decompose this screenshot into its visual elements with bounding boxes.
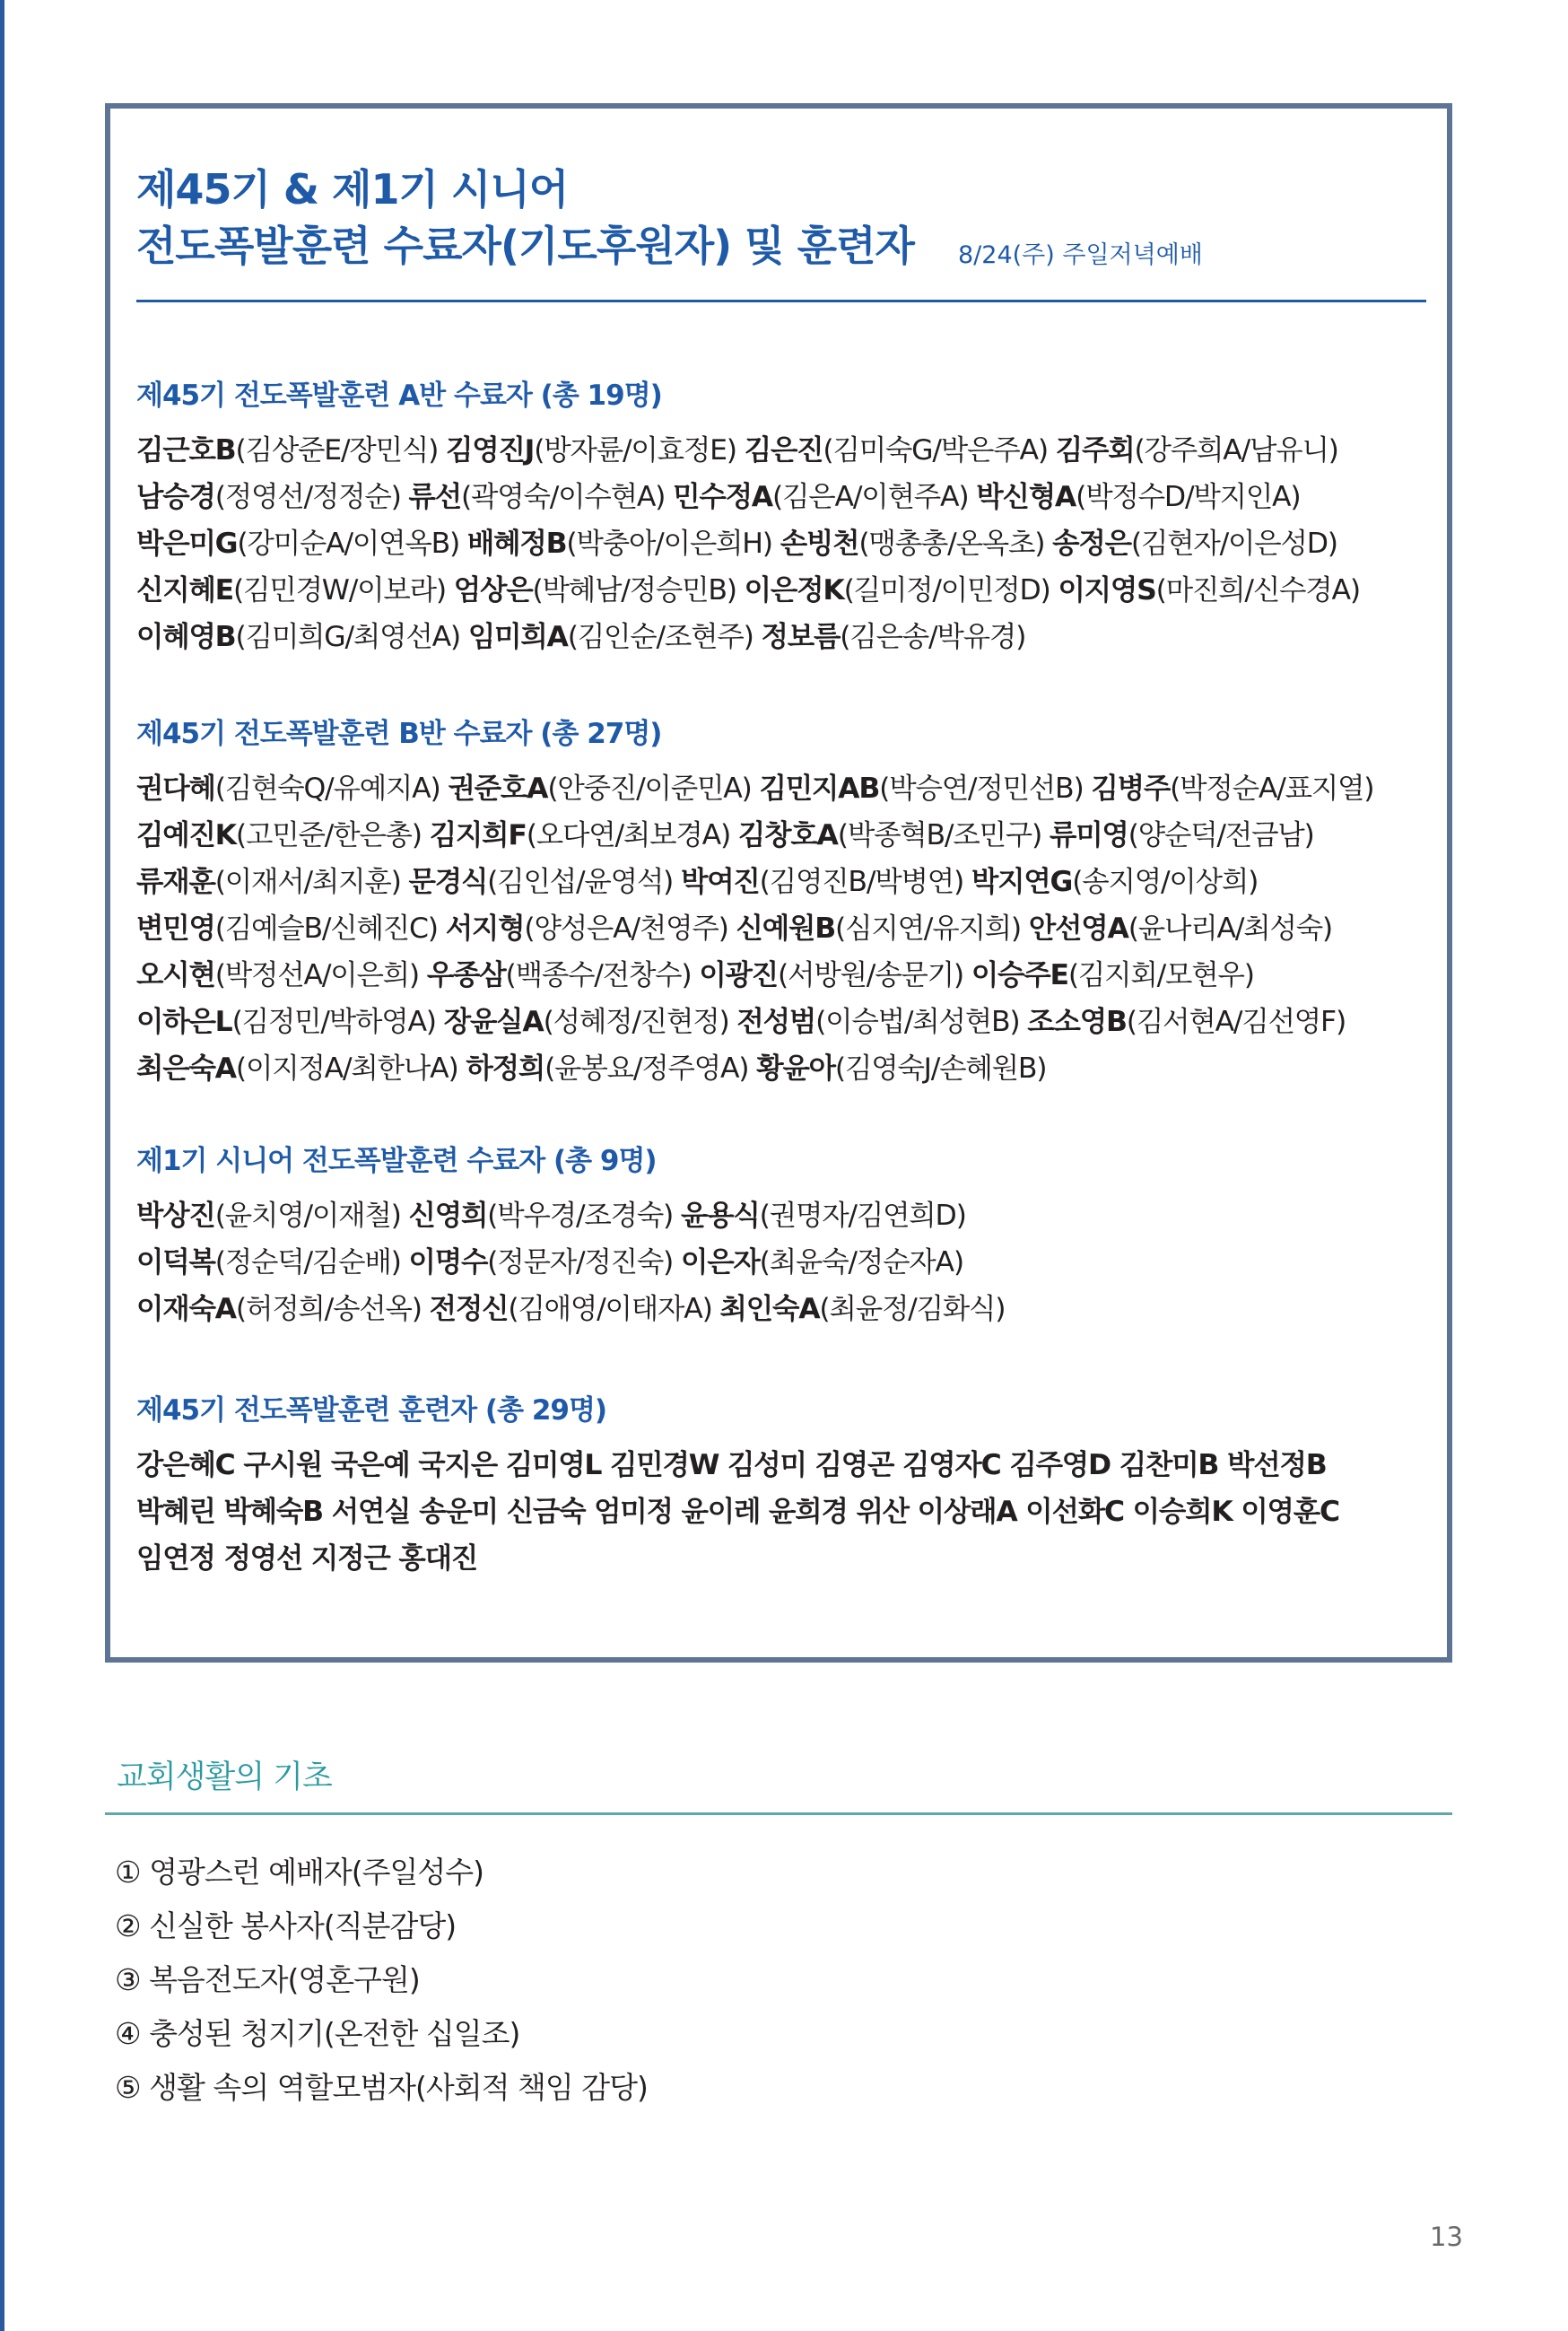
name-row [136,1489,1437,1535]
name-row [136,427,1437,474]
trainee-name: 이지영S [1058,574,1156,607]
supporter-names: (김인섭/윤영석) [487,866,674,898]
name-row [136,905,1437,952]
church-life-item: ④ 충성된 청지기(온전한 십일조) [115,2016,520,2051]
section-trainers-names [136,1442,1437,1582]
supporter-names: (박혜남/정승민B) [532,574,736,607]
supporter-names: (이재서/최지훈) [214,866,401,898]
trainee-name: 오시현 [136,959,215,991]
trainee-name: 권다혜 [136,773,215,805]
trainee-name: 남승경 [136,481,215,513]
trainer-names: 강은혜C 구시원 국은예 국지은 김미영L 김민경W 김성미 김영곤 김영자C 김주영D 김찬미B 박선정B [136,1449,1327,1481]
supporter-names: (박정선A/이은희) [214,959,420,991]
trainee-name: 이은정K [744,574,844,607]
trainee-name: 송정은 [1052,528,1131,560]
roster-title-line2: 전도폭발훈련 수료자(기도후원자) 및 훈련자 [136,222,914,270]
supporter-names: (서방원/송문기) [778,959,963,991]
trainee-name: 서지형 [445,912,525,945]
supporter-names: (맹총총/온옥초) [858,528,1045,560]
name-row [136,567,1437,614]
supporter-names: (김예슬B/신혜진C) [214,912,438,945]
trainee-name: 신지혜E [136,574,234,607]
section-b-names [136,765,1437,1092]
supporter-names: (박종혁B/조민구) [837,819,1042,851]
roster-title-line1: 제45기 & 제1기 시니어 [136,165,569,214]
supporter-names: (심지연/유지희) [835,912,1021,945]
trainee-name: 안선영A [1028,912,1128,945]
name-row [136,474,1437,520]
trainee-name: 김주회 [1055,434,1135,467]
roster-title [136,162,914,275]
name-row [136,952,1437,999]
supporter-names: (김서현A/김선영F) [1126,1006,1346,1038]
church-life-item: ② 신실한 봉사자(직분감당) [115,1908,457,1943]
supporter-names: (오다연/최보경A) [526,819,731,851]
trainee-name: 이명수 [408,1246,488,1279]
trainee-name: 박지연G [971,866,1073,898]
trainer-names: 박혜린 박혜숙B 서연실 송운미 신금숙 엄미정 윤이레 윤희경 위산 이상래A 이선화C 이승희K 이영훈C [136,1496,1339,1528]
page-number: 13 [1430,2222,1463,2252]
trainee-name: 이광진 [699,959,779,991]
trainee-name: 이은자 [680,1246,760,1279]
supporter-names: (김현숙Q/유예지A) [214,773,440,805]
supporter-names: (박우경/조경숙) [487,1200,674,1232]
trainee-name: 김영진J [446,434,535,467]
supporter-names: (김지회/모현우) [1067,959,1254,991]
supporter-names: (김애영/이태자A) [508,1293,712,1325]
supporter-names: (강주희A/남유니) [1134,434,1338,467]
supporter-names: (박정수D/박지인A) [1076,481,1301,513]
trainee-name: 장윤실A [443,1006,544,1038]
supporter-names: (곽영숙/이수현A) [460,481,666,513]
trainee-name: 황윤아 [756,1052,835,1085]
trainee-name: 변민영 [136,912,215,945]
section-senior-names [136,1192,1437,1332]
church-life-item: ⑤ 생활 속의 역할모범자(사회적 책임 감당) [115,2070,648,2105]
name-row [136,1239,1437,1286]
left-edge-rule [0,0,4,2331]
name-row [136,1192,1437,1239]
trainee-name: 이하은L [136,1006,232,1038]
trainee-name: 최인숙A [719,1293,820,1325]
trainee-name: 박은미G [136,528,238,560]
trainee-name: 권준호A [448,773,548,805]
name-row [136,520,1437,567]
name-row [136,1045,1437,1092]
supporter-names: (김영진B/박병연) [759,866,964,898]
trainee-name: 전성범 [736,1006,816,1038]
supporter-names: (김은A/이현주A) [771,481,969,513]
supporter-names: (김미희G/최영선A) [235,621,461,653]
supporter-names: (최윤숙/정순자A) [759,1246,963,1279]
name-row [136,1442,1437,1489]
trainee-name: 류재훈 [136,866,215,898]
supporter-names: (윤봉요/정주영A) [544,1052,749,1085]
name-row [136,999,1437,1045]
church-life-title: 교회생활의 기초 [117,1759,332,1795]
trainee-name: 박신형A [976,481,1076,513]
supporter-names: (박충아/이은희H) [566,528,772,560]
trainee-name: 이덕복 [136,1246,215,1279]
name-row [136,614,1437,660]
name-row [136,812,1437,859]
supporter-names: (길미정/이민정D) [843,574,1050,607]
trainee-name: 배혜정B [466,528,567,560]
supporter-names: (최윤정/김화식) [819,1293,1006,1325]
trainee-name: 우종삼 [426,959,506,991]
supporter-names: (방자륜/이효정E) [534,434,736,467]
supporter-names: (김정민/박하영A) [231,1006,436,1038]
church-life-item: ① 영광스런 예배자(주일성수) [115,1855,483,1890]
trainee-name: 엄상은 [453,574,533,607]
trainee-name: 하정희 [466,1052,545,1085]
supporter-names: (김현자/이은성D) [1130,528,1337,560]
trainee-name: 이재숙A [136,1293,236,1325]
supporter-names: (이승법/최성현B) [815,1006,1020,1038]
supporter-names: (정영선/정정순) [214,481,401,513]
trainer-names: 임연정 정영선 지정근 홍대진 [136,1542,478,1575]
trainee-name: 신영희 [408,1200,488,1232]
supporter-names: (김민경W/이보라) [233,574,446,607]
supporter-names: (박승연/정민선B) [879,773,1084,805]
trainee-name: 최은숙A [136,1052,236,1085]
trainee-name: 윤용식 [680,1200,760,1232]
service-date: 8/24(주) 주일저녁예배 [958,241,1203,269]
supporter-names: (정문자/정진숙) [487,1246,674,1279]
church-life-item: ③ 복음전도자(영혼구원) [115,1962,420,1997]
supporter-names: (김영숙J/손혜원B) [834,1052,1047,1085]
supporter-names: (윤치영/이재철) [214,1200,401,1232]
supporter-names: (고민준/한은총) [235,819,422,851]
trainee-name: 김근호B [136,434,236,467]
section-trainers-heading: 제45기 전도폭발훈련 훈련자 (총 29명) [136,1394,607,1427]
name-row [136,1286,1437,1332]
trainee-name: 김은진 [744,434,823,467]
supporter-names: (박정순A/표지열) [1170,773,1374,805]
trainee-name: 신예원B [736,912,836,945]
supporter-names: (양성은A/천영주) [524,912,728,945]
trainee-name: 손빙천 [780,528,859,560]
name-row [136,765,1437,812]
supporter-names: (안중진/이준민A) [547,773,752,805]
trainee-name: 정보름 [761,621,841,653]
trainee-name: 전정신 [429,1293,509,1325]
section-a-heading: 제45기 전도폭발훈련 A반 수료자 (총 19명) [136,380,662,412]
supporter-names: (윤나리A/최성숙) [1128,912,1333,945]
church-life-list [115,1846,648,2115]
trainee-name: 류미영 [1049,819,1128,851]
trainee-name: 조소영B [1027,1006,1127,1038]
supporter-names: (정순덕/김순배) [214,1246,401,1279]
church-life-divider [105,1812,1452,1815]
trainee-name: 이승주E [971,959,1068,991]
supporter-names: (김상준E/장민식) [235,434,439,467]
supporter-names: (송지영/이상희) [1072,866,1259,898]
trainee-name: 류선 [408,481,461,513]
name-row [136,859,1437,905]
trainee-name: 민수정A [673,481,772,513]
trainee-name: 박여진 [680,866,760,898]
trainee-name: 박상진 [136,1200,215,1232]
title-divider [136,300,1426,302]
supporter-names: (이지정A/최한나A) [235,1052,458,1085]
trainee-name: 김병주 [1091,773,1171,805]
trainee-name: 김창호A [737,819,838,851]
trainee-name: 김예진K [136,819,236,851]
name-row [136,1535,1437,1582]
supporter-names: (김미숙G/박은주A) [823,434,1048,467]
supporter-names: (마진희/신수경A) [1155,574,1360,607]
trainee-name: 김민지AB [759,773,880,805]
section-a-names [136,427,1437,660]
supporter-names: (성혜정/진현정) [543,1006,729,1038]
supporter-names: (김인순/조현주) [567,621,754,653]
supporter-names: (백종수/전창수) [505,959,692,991]
supporter-names: (권명자/김연희D) [759,1200,966,1232]
supporter-names: (양순덕/전금남) [1128,819,1314,851]
section-senior-heading: 제1기 시니어 전도폭발훈련 수료자 (총 9명) [136,1145,657,1177]
supporter-names: (김은송/박유경) [840,621,1026,653]
trainee-name: 이혜영B [136,621,236,653]
trainee-name: 임미희A [467,621,568,653]
section-b-heading: 제45기 전도폭발훈련 B반 수료자 (총 27명) [136,718,662,750]
trainee-name: 김지희F [429,819,527,851]
trainee-name: 문경식 [408,866,488,898]
supporter-names: (허정희/송선옥) [235,1293,422,1325]
supporter-names: (강미순A/이연옥B) [237,528,460,560]
